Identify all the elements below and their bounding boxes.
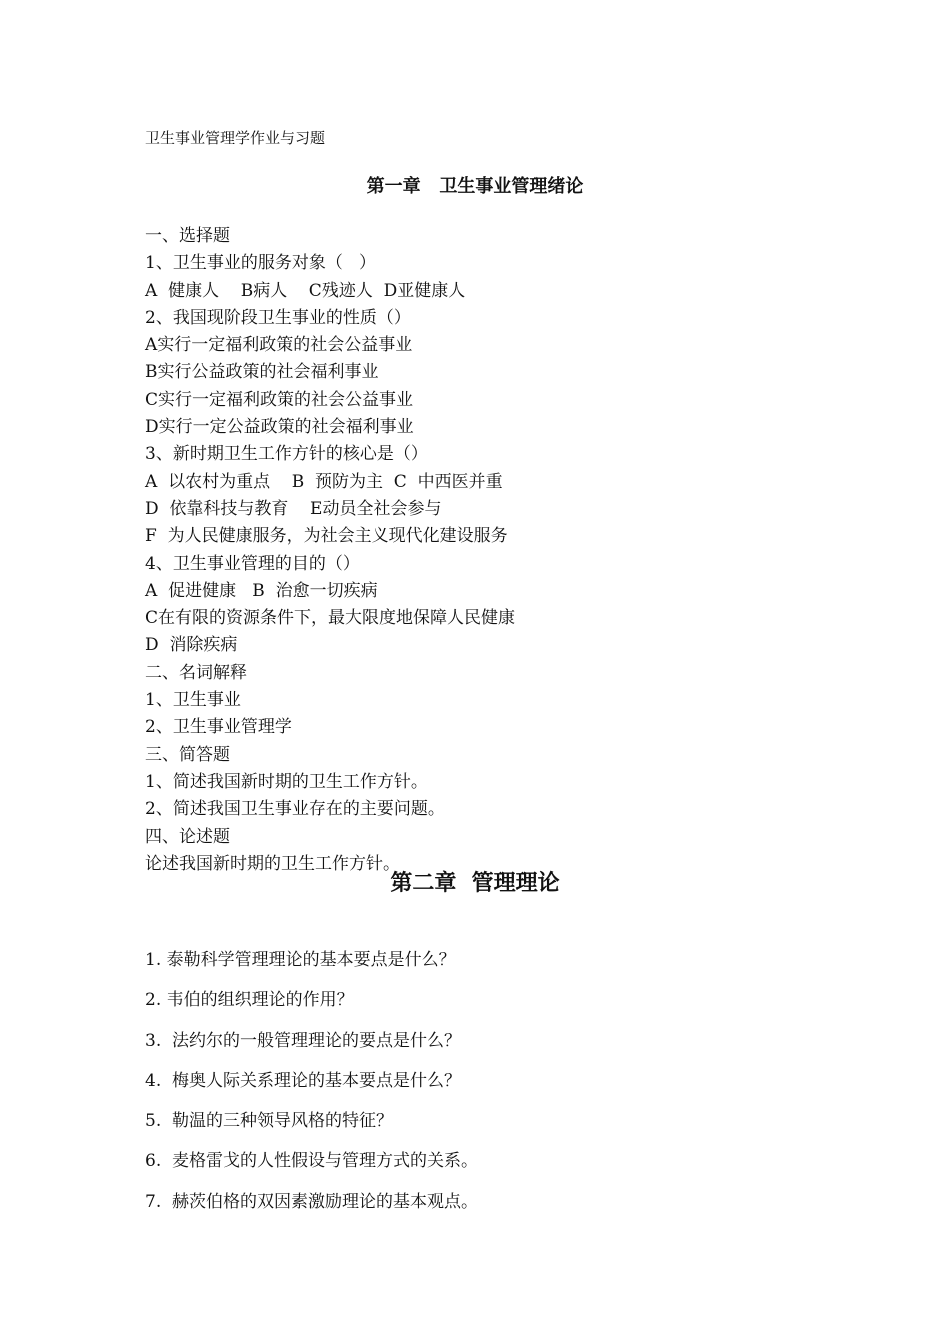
question-4-option-c: C在有限的资源条件下，最大限度地保障人民健康 <box>145 608 516 629</box>
chapter-2-heading: 第二章 管理理论 <box>390 870 560 896</box>
section-heading-essay: 四、论述题 <box>145 826 230 847</box>
chapter-2-question: 1. 泰勒科学管理理论的基本要点是什么？ <box>145 950 456 970</box>
question-1: 1、卫生事业的服务对象（ ） <box>145 253 377 274</box>
question-3-options-abc: A 以农村为重点 B 预防为主 C 中西医并重 <box>145 471 503 492</box>
section-heading-choice: 一、选择题 <box>145 226 230 246</box>
question-3: 3、新时期卫生工作方针的核心是（） <box>145 444 428 465</box>
short-answer-1: 1、简述我国新时期的卫生工作方针。 <box>145 771 428 792</box>
term-2: 2、卫生事业管理学 <box>145 717 292 738</box>
question-2-option-b: B实行公益政策的社会福利事业 <box>145 362 379 383</box>
chapter-2-question: 7. 赫茨伯格的双因素激励理论的基本观点。 <box>145 1191 479 1212</box>
question-4-options-ab: A 促进健康 B 治愈一切疾病 <box>145 580 378 601</box>
section-heading-terms: 二、名词解释 <box>145 662 247 683</box>
section-heading-short-answer: 三、简答题 <box>145 744 230 765</box>
question-2-option-a: A实行一定福利政策的社会公益事业 <box>145 335 413 356</box>
chapter-2-question: 5. 勒温的三种领导风格的特征？ <box>145 1111 394 1132</box>
term-1: 1、卫生事业 <box>145 690 241 711</box>
question-2-option-d: D实行一定公益政策的社会福利事业 <box>145 417 414 438</box>
essay-question: 论述我国新时期的卫生工作方针。 <box>145 853 400 874</box>
question-2: 2、我国现阶段卫生事业的性质（） <box>145 307 411 328</box>
chapter-2-question: 6. 麦格雷戈的人性假设与管理方式的关系。 <box>145 1151 479 1172</box>
chapter-1-content <box>145 223 845 878</box>
question-2-option-c: C实行一定福利政策的社会公益事业 <box>145 389 414 410</box>
document-title: 卫生事业管理学作业与习题 <box>145 129 326 147</box>
question-3-option-f: F 为人民健康服务，为社会主义现代化建设服务 <box>145 526 508 547</box>
chapter-1-heading: 第一章 卫生事业管理绪论 <box>366 176 584 197</box>
chapter-2-question: 4. 梅奥人际关系理论的基本要点是什么？ <box>145 1070 462 1091</box>
short-answer-2: 2、简述我国卫生事业存在的主要问题。 <box>145 799 445 820</box>
question-4: 4、卫生事业管理的目的（） <box>145 553 360 574</box>
chapter-2-question: 2. 韦伯的组织理论的作用？ <box>145 990 354 1011</box>
chapter-2-question: 3. 法约尔的一般管理理论的要点是什么？ <box>145 1030 462 1051</box>
question-4-option-d: D 消除疾病 <box>145 635 238 656</box>
question-3-options-de: D 依靠科技与教育 E动员全社会参与 <box>145 498 442 519</box>
question-1-options: A 健康人 B病人 C残迹人 D亚健康人 <box>145 280 466 301</box>
chapter-2-questions <box>145 946 845 1228</box>
